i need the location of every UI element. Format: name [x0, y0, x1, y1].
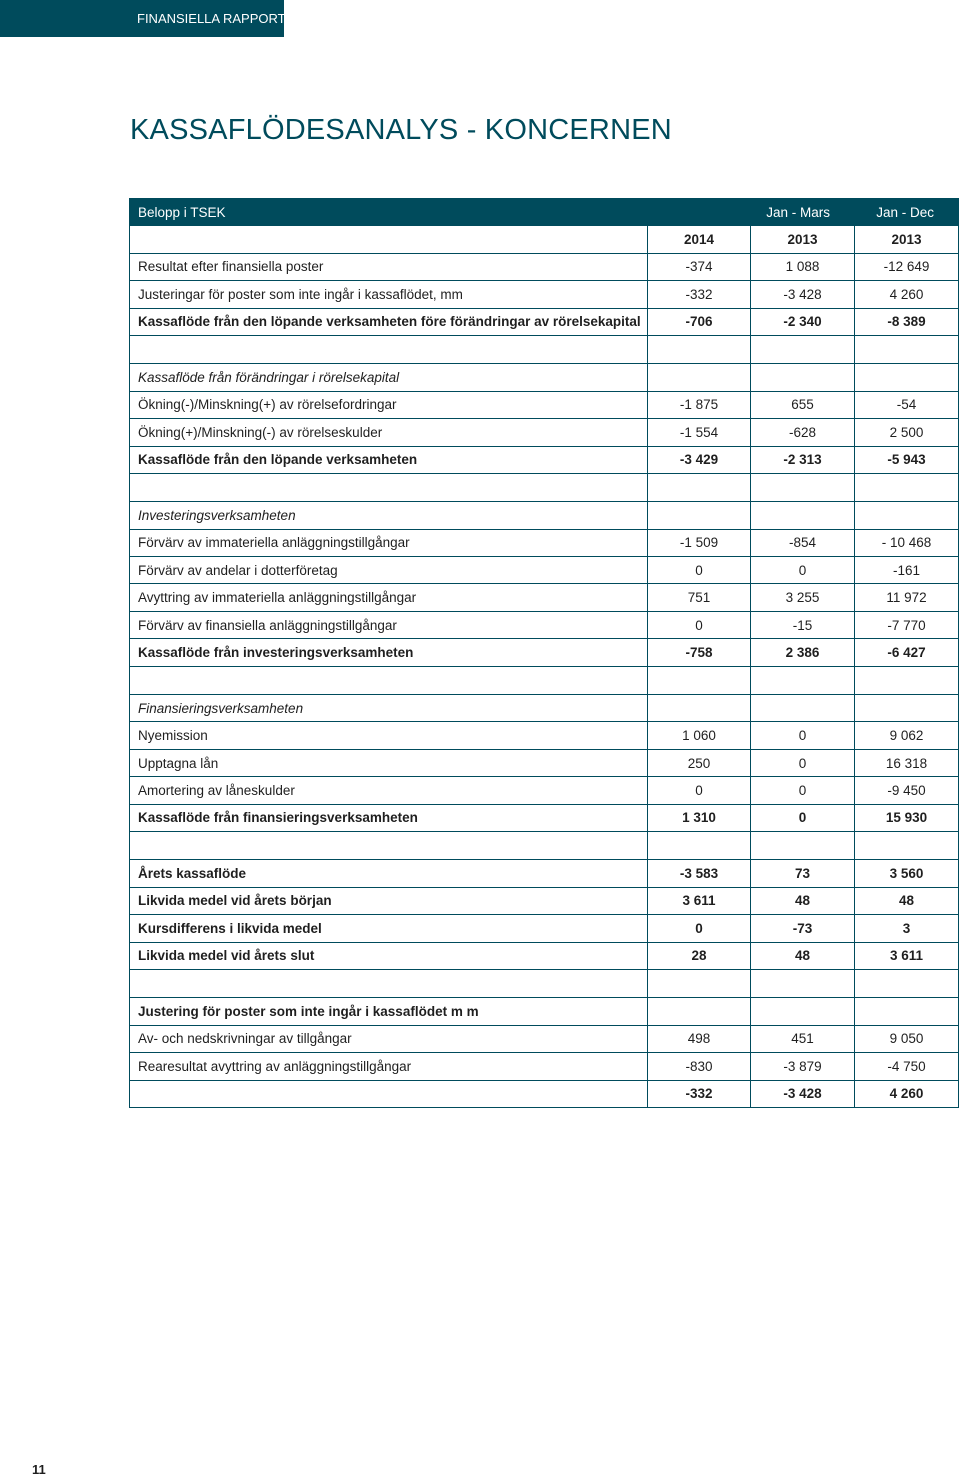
value-2014: 28	[648, 942, 751, 969]
table-row	[130, 777, 959, 804]
value-2013-q1: -2 340	[751, 308, 855, 335]
value-2013-full: -9 450	[855, 777, 959, 804]
value-2013-full: 3 560	[855, 860, 959, 887]
value-2013-q1: 48	[751, 887, 855, 914]
value-2014: 0	[648, 557, 751, 584]
value-2013-full: -8 389	[855, 308, 959, 335]
year-col-1: 2014	[648, 226, 751, 253]
value-2013-q1: 0	[751, 749, 855, 776]
value-2014: -374	[648, 253, 751, 280]
subtotal-row	[130, 446, 959, 473]
value-2014: 498	[648, 1025, 751, 1052]
row-label: Justeringar för poster som inte ingår i kassaflödet, mm	[130, 281, 648, 308]
value-2013-q1: 2 386	[751, 639, 855, 666]
row-label: Kassaflöde från den löpande verksamheten före förändringar av rörelsekapital	[130, 308, 648, 335]
value-2014: -706	[648, 308, 751, 335]
value-2013-q1: 0	[751, 804, 855, 831]
page-number: 11	[32, 1462, 46, 1477]
value-2014: -830	[648, 1053, 751, 1080]
subtotal-row	[130, 1080, 959, 1107]
row-label: Justering för poster som inte ingår i kassaflödet m m	[130, 998, 648, 1025]
subtotal-row	[130, 308, 959, 335]
table-row	[130, 584, 959, 611]
table-row	[130, 1053, 959, 1080]
value-2013-full: 11 972	[855, 584, 959, 611]
row-label: Kursdifferens i likvida medel	[130, 915, 648, 942]
value-2014: -1 554	[648, 419, 751, 446]
value-2014: -332	[648, 1080, 751, 1107]
section-heading-row	[130, 695, 959, 722]
value-2013-q1: -3 879	[751, 1053, 855, 1080]
table-row	[130, 749, 959, 776]
value-2013-full: 4 260	[855, 281, 959, 308]
period-jan-dec: Jan - Dec	[855, 199, 959, 226]
value-2013-full: 15 930	[855, 804, 959, 831]
section-heading-row	[130, 998, 959, 1025]
row-label: Förvärv av finansiella anläggningstillgångar	[130, 611, 648, 638]
value-2013-full: -7 770	[855, 611, 959, 638]
row-label: Kassaflöde från förändringar i rörelsekapital	[130, 364, 648, 391]
table-row	[130, 722, 959, 749]
row-label: Resultat efter finansiella poster	[130, 253, 648, 280]
row-label: Förvärv av immateriella anläggningstillgångar	[130, 529, 648, 556]
value-2013-q1: -628	[751, 419, 855, 446]
value-2013-q1: 73	[751, 860, 855, 887]
table-row	[130, 1025, 959, 1052]
value-2013-full: 4 260	[855, 1080, 959, 1107]
value-2013-q1: 0	[751, 722, 855, 749]
value-2014: 0	[648, 915, 751, 942]
value-2013-full: - 10 468	[855, 529, 959, 556]
value-2013-full: 9 062	[855, 722, 959, 749]
spacer-row	[130, 473, 959, 501]
value-2013-q1: -3 428	[751, 281, 855, 308]
value-2014: -758	[648, 639, 751, 666]
total-row	[130, 887, 959, 914]
spacer-row	[130, 335, 959, 363]
row-label: Årets kassaflöde	[130, 860, 648, 887]
value-2013-full: -161	[855, 557, 959, 584]
table-row	[130, 253, 959, 280]
unit-label: Belopp i TSEK	[130, 199, 648, 226]
page-title: KASSAFLÖDESANALYS - KONCERNEN	[130, 114, 672, 146]
table-row	[130, 281, 959, 308]
row-label: Nyemission	[130, 722, 648, 749]
table-row	[130, 419, 959, 446]
value-2014: 1 060	[648, 722, 751, 749]
table-row	[130, 611, 959, 638]
row-label: Rearesultat avyttring av anläggningstillgångar	[130, 1053, 648, 1080]
row-label: Ökning(+)/Minskning(-) av rörelseskulder	[130, 419, 648, 446]
row-label: Likvida medel vid årets slut	[130, 942, 648, 969]
value-2013-q1: 0	[751, 557, 855, 584]
subtotal-row	[130, 639, 959, 666]
section-tab	[0, 0, 304, 37]
value-2013-q1: 3 255	[751, 584, 855, 611]
value-2014: 1 310	[648, 804, 751, 831]
year-col-3: 2013	[855, 226, 959, 253]
spacer-row	[130, 969, 959, 997]
total-row	[130, 915, 959, 942]
row-label: Kassaflöde från den löpande verksamheten	[130, 446, 648, 473]
value-2013-q1: -15	[751, 611, 855, 638]
row-label: Amortering av låneskulder	[130, 777, 648, 804]
total-row	[130, 942, 959, 969]
value-2013-full: 9 050	[855, 1025, 959, 1052]
table-row	[130, 557, 959, 584]
section-heading-row	[130, 502, 959, 529]
table-row	[130, 391, 959, 418]
value-2013-q1: 655	[751, 391, 855, 418]
row-label: Investeringsverksamheten	[130, 502, 648, 529]
value-2013-full: -54	[855, 391, 959, 418]
section-label: FINANSIELLA RAPPORTER	[137, 11, 304, 26]
table-header-row	[130, 199, 959, 226]
value-2013-q1: 1 088	[751, 253, 855, 280]
value-2014: 3 611	[648, 887, 751, 914]
row-label: Kassaflöde från investeringsverksamheten	[130, 639, 648, 666]
spacer-row	[130, 831, 959, 859]
row-label: Kassaflöde från finansieringsverksamheten	[130, 804, 648, 831]
value-2014: 0	[648, 777, 751, 804]
value-2013-full: -6 427	[855, 639, 959, 666]
cash-flow-table	[129, 198, 959, 1108]
row-label: Avyttring av immateriella anläggningstillgångar	[130, 584, 648, 611]
value-2013-full: -12 649	[855, 253, 959, 280]
value-2014: -3 583	[648, 860, 751, 887]
row-label	[130, 1080, 648, 1107]
row-label: Likvida medel vid årets början	[130, 887, 648, 914]
row-label: Förvärv av andelar i dotterföretag	[130, 557, 648, 584]
value-2013-q1: -854	[751, 529, 855, 556]
table-row	[130, 529, 959, 556]
value-2014: 250	[648, 749, 751, 776]
year-row	[130, 226, 959, 253]
value-2014: 751	[648, 584, 751, 611]
value-2013-full: -4 750	[855, 1053, 959, 1080]
row-label: Finansieringsverksamheten	[130, 695, 648, 722]
value-2013-full: 3	[855, 915, 959, 942]
section-heading-row	[130, 364, 959, 391]
row-label: Av- och nedskrivningar av tillgångar	[130, 1025, 648, 1052]
value-2013-full: 48	[855, 887, 959, 914]
value-2014: -3 429	[648, 446, 751, 473]
value-2013-q1: -2 313	[751, 446, 855, 473]
value-2013-q1: -73	[751, 915, 855, 942]
value-2013-q1: 48	[751, 942, 855, 969]
subtotal-row	[130, 804, 959, 831]
value-2013-q1: 0	[751, 777, 855, 804]
value-2013-full: 2 500	[855, 419, 959, 446]
spacer-row	[130, 666, 959, 694]
value-2013-full: 3 611	[855, 942, 959, 969]
year-col-2: 2013	[751, 226, 855, 253]
total-row	[130, 860, 959, 887]
value-2013-full: -5 943	[855, 446, 959, 473]
value-2014: -1 509	[648, 529, 751, 556]
period-jan-mars: Jan - Mars	[648, 199, 855, 226]
value-2013-q1: -3 428	[751, 1080, 855, 1107]
value-2014: 0	[648, 611, 751, 638]
row-label: Upptagna lån	[130, 749, 648, 776]
row-label: Ökning(-)/Minskning(+) av rörelsefordringar	[130, 391, 648, 418]
value-2013-q1: 451	[751, 1025, 855, 1052]
value-2014: -1 875	[648, 391, 751, 418]
value-2014: -332	[648, 281, 751, 308]
value-2013-full: 16 318	[855, 749, 959, 776]
